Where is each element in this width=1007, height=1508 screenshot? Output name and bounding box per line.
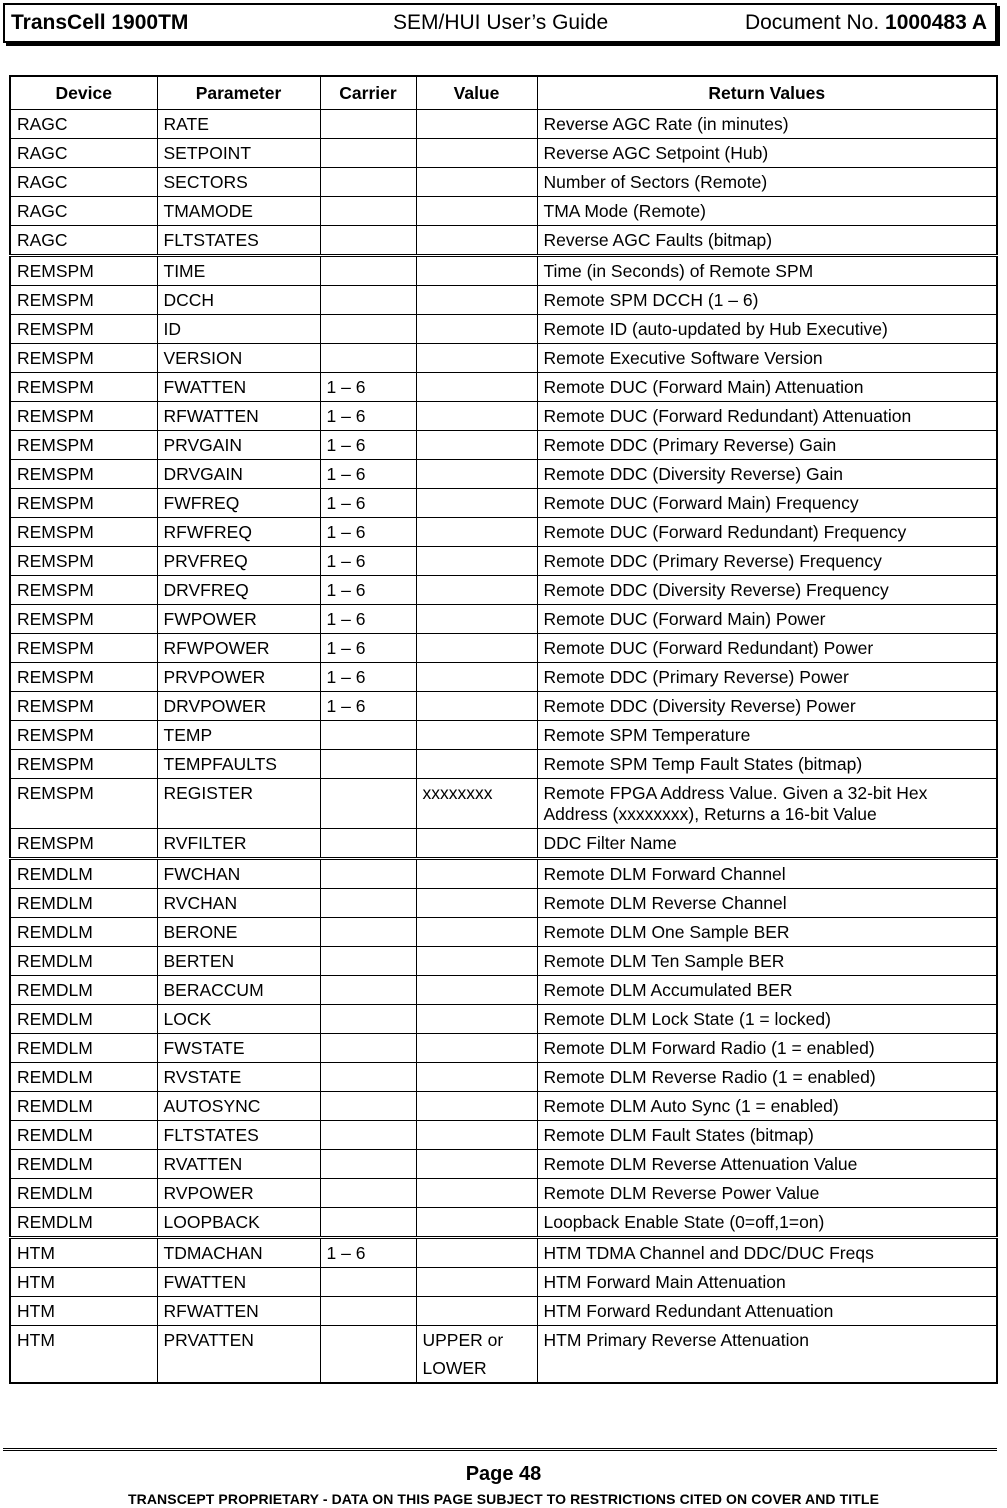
cell-device: REMDLM (10, 1063, 157, 1092)
cell-device: HTM (10, 1297, 157, 1326)
cell-device: REMSPM (10, 256, 157, 286)
cell-value (416, 344, 537, 373)
cell-device: REMDLM (10, 1208, 157, 1238)
table-row (10, 1268, 997, 1297)
cell-device: REMDLM (10, 1179, 157, 1208)
cell-parameter: DRVFREQ (157, 576, 320, 605)
cell-device: RAGC (10, 139, 157, 168)
cell-value (416, 1238, 537, 1268)
cell-parameter: SECTORS (157, 168, 320, 197)
cell-device: REMSPM (10, 692, 157, 721)
cell-return-value: Remote DLM Reverse Channel (537, 889, 997, 918)
cell-parameter: FWFREQ (157, 489, 320, 518)
table-row (10, 947, 997, 976)
table-row (10, 1238, 997, 1268)
cell-carrier (320, 1297, 416, 1326)
cell-device: REMSPM (10, 344, 157, 373)
cell-carrier (320, 168, 416, 197)
cell-carrier (320, 197, 416, 226)
cell-parameter: REGISTER (157, 779, 320, 829)
table-row (10, 634, 997, 663)
cell-return-value: Remote DUC (Forward Main) Power (537, 605, 997, 634)
table-row (10, 110, 997, 139)
cell-carrier: 1 – 6 (320, 460, 416, 489)
cell-parameter: FWSTATE (157, 1034, 320, 1063)
table-row (10, 344, 997, 373)
cell-return-value: Remote DDC (Primary Reverse) Power (537, 663, 997, 692)
cell-carrier (320, 918, 416, 947)
cell-return-value: Remote SPM DCCH (1 – 6) (537, 286, 997, 315)
cell-value (416, 634, 537, 663)
cell-parameter: PRVPOWER (157, 663, 320, 692)
cell-value (416, 460, 537, 489)
cell-carrier: 1 – 6 (320, 402, 416, 431)
cell-parameter: BERONE (157, 918, 320, 947)
table-row (10, 286, 997, 315)
table-row (10, 518, 997, 547)
cell-device: RAGC (10, 110, 157, 139)
cell-return-value: HTM TDMA Channel and DDC/DUC Freqs (537, 1238, 997, 1268)
table-row (10, 431, 997, 460)
cell-value (416, 750, 537, 779)
cell-value: xxxxxxxx (416, 779, 537, 829)
cell-carrier (320, 286, 416, 315)
cell-parameter: FLTSTATES (157, 226, 320, 256)
cell-carrier (320, 110, 416, 139)
cell-device: REMSPM (10, 373, 157, 402)
cell-device: REMSPM (10, 634, 157, 663)
cell-value (416, 829, 537, 859)
cell-carrier (320, 750, 416, 779)
cell-value (416, 286, 537, 315)
cell-device: RAGC (10, 197, 157, 226)
cell-device: REMSPM (10, 402, 157, 431)
cell-carrier (320, 344, 416, 373)
proprietary-notice: TRANSCEPT PROPRIETARY - DATA ON THIS PAGE SUBJECT TO RESTRICTIONS CITED ON COVER AND TITLE (127, 1491, 880, 1507)
cell-return-value: Remote DDC (Primary Reverse) Gain (537, 431, 997, 460)
cell-value (416, 947, 537, 976)
cell-device: REMSPM (10, 518, 157, 547)
cell-value (416, 1268, 537, 1297)
cell-value (416, 197, 537, 226)
product-name: TransCell 1900TM (11, 11, 189, 34)
cell-value (416, 859, 537, 889)
cell-carrier (320, 139, 416, 168)
table-row (10, 976, 997, 1005)
cell-carrier (320, 1179, 416, 1208)
cell-return-value: Remote DLM Auto Sync (1 = enabled) (537, 1092, 997, 1121)
cell-device: REMSPM (10, 721, 157, 750)
cell-return-value: Remote DDC (Diversity Reverse) Power (537, 692, 997, 721)
cell-carrier (320, 829, 416, 859)
cell-device: REMDLM (10, 1092, 157, 1121)
cell-parameter: PRVATTEN (157, 1326, 320, 1384)
table-row (10, 168, 997, 197)
table-row (10, 1121, 997, 1150)
cell-carrier (320, 1063, 416, 1092)
col-header-device: Device (10, 76, 157, 110)
table-row (10, 692, 997, 721)
table-row (10, 721, 997, 750)
cell-value (416, 889, 537, 918)
cell-parameter: RFWATTEN (157, 1297, 320, 1326)
cell-parameter: DCCH (157, 286, 320, 315)
cell-parameter: RATE (157, 110, 320, 139)
cell-carrier (320, 1092, 416, 1121)
cell-value (416, 1121, 537, 1150)
cell-return-value: Remote DLM One Sample BER (537, 918, 997, 947)
cell-carrier (320, 976, 416, 1005)
cell-value (416, 1005, 537, 1034)
cell-device: REMSPM (10, 460, 157, 489)
cell-carrier (320, 256, 416, 286)
cell-return-value: Remote ID (auto-updated by Hub Executive) (537, 315, 997, 344)
cell-value (416, 976, 537, 1005)
cell-return-value: Remote DLM Fault States (bitmap) (537, 1121, 997, 1150)
cell-value (416, 431, 537, 460)
cell-device: REMDLM (10, 918, 157, 947)
cell-device: REMSPM (10, 489, 157, 518)
table-row (10, 663, 997, 692)
cell-device: REMSPM (10, 750, 157, 779)
cell-carrier: 1 – 6 (320, 1238, 416, 1268)
cell-return-value: Remote DUC (Forward Redundant) Frequency (537, 518, 997, 547)
col-header-return-values: Return Values (537, 76, 997, 110)
cell-carrier (320, 889, 416, 918)
cell-parameter: FLTSTATES (157, 1121, 320, 1150)
cell-parameter: TEMPFAULTS (157, 750, 320, 779)
cell-return-value: Remote DLM Reverse Radio (1 = enabled) (537, 1063, 997, 1092)
cell-device: REMDLM (10, 1150, 157, 1179)
cell-device: REMSPM (10, 315, 157, 344)
cell-carrier (320, 226, 416, 256)
cell-value (416, 721, 537, 750)
cell-carrier (320, 1326, 416, 1384)
col-header-carrier: Carrier (320, 76, 416, 110)
cell-parameter: TDMACHAN (157, 1238, 320, 1268)
cell-parameter: TIME (157, 256, 320, 286)
cell-value (416, 918, 537, 947)
parameter-table (9, 75, 998, 1384)
cell-carrier: 1 – 6 (320, 634, 416, 663)
cell-return-value: Time (in Seconds) of Remote SPM (537, 256, 997, 286)
cell-return-value: Number of Sectors (Remote) (537, 168, 997, 197)
cell-return-value: Reverse AGC Faults (bitmap) (537, 226, 997, 256)
cell-return-value: DDC Filter Name (537, 829, 997, 859)
cell-parameter: ID (157, 315, 320, 344)
table-row (10, 197, 997, 226)
cell-value (416, 1092, 537, 1121)
cell-device: REMSPM (10, 576, 157, 605)
cell-value (416, 605, 537, 634)
table-row (10, 779, 997, 829)
cell-return-value: Reverse AGC Rate (in minutes) (537, 110, 997, 139)
cell-parameter: RFWPOWER (157, 634, 320, 663)
cell-carrier (320, 1208, 416, 1238)
table-row (10, 1063, 997, 1092)
table-row (10, 315, 997, 344)
cell-carrier: 1 – 6 (320, 489, 416, 518)
table-row (10, 256, 997, 286)
cell-parameter: RFWATTEN (157, 402, 320, 431)
cell-return-value: Remote DDC (Diversity Reverse) Gain (537, 460, 997, 489)
cell-return-value: Remote DUC (Forward Main) Attenuation (537, 373, 997, 402)
cell-parameter: FWCHAN (157, 859, 320, 889)
cell-carrier (320, 721, 416, 750)
cell-device: RAGC (10, 168, 157, 197)
footer-divider (3, 1448, 997, 1451)
table-row (10, 1297, 997, 1326)
cell-parameter: RVPOWER (157, 1179, 320, 1208)
cell-carrier: 1 – 6 (320, 518, 416, 547)
cell-value: UPPER or LOWER (416, 1326, 537, 1384)
cell-parameter: FWATTEN (157, 1268, 320, 1297)
cell-value (416, 1063, 537, 1092)
cell-carrier (320, 1121, 416, 1150)
table-row (10, 1208, 997, 1238)
cell-parameter: TEMP (157, 721, 320, 750)
table-row (10, 750, 997, 779)
cell-value (416, 1297, 537, 1326)
cell-parameter: RVSTATE (157, 1063, 320, 1092)
cell-carrier (320, 779, 416, 829)
document-number-prefix: Document No. (744, 11, 886, 34)
cell-carrier: 1 – 6 (320, 692, 416, 721)
cell-value (416, 373, 537, 402)
cell-value (416, 1150, 537, 1179)
cell-device: REMSPM (10, 605, 157, 634)
cell-return-value: Remote DDC (Primary Reverse) Frequency (537, 547, 997, 576)
cell-value (416, 489, 537, 518)
table-row (10, 547, 997, 576)
cell-value (416, 692, 537, 721)
table-row (10, 1005, 997, 1034)
cell-carrier (320, 315, 416, 344)
cell-value (416, 1179, 537, 1208)
cell-parameter: FWATTEN (157, 373, 320, 402)
table-header-row (10, 76, 997, 110)
cell-device: REMSPM (10, 547, 157, 576)
cell-device: REMSPM (10, 431, 157, 460)
cell-parameter: AUTOSYNC (157, 1092, 320, 1121)
cell-carrier: 1 – 6 (320, 431, 416, 460)
cell-value (416, 402, 537, 431)
page-header (3, 3, 997, 43)
cell-return-value: TMA Mode (Remote) (537, 197, 997, 226)
cell-return-value: Remote DLM Accumulated BER (537, 976, 997, 1005)
cell-parameter: RVATTEN (157, 1150, 320, 1179)
cell-return-value: Remote DLM Reverse Power Value (537, 1179, 997, 1208)
cell-device: REMDLM (10, 889, 157, 918)
cell-device: REMDLM (10, 976, 157, 1005)
table-row (10, 402, 997, 431)
cell-return-value: Reverse AGC Setpoint (Hub) (537, 139, 997, 168)
cell-carrier (320, 1268, 416, 1297)
cell-device: REMSPM (10, 779, 157, 829)
table-row (10, 889, 997, 918)
cell-parameter: TMAMODE (157, 197, 320, 226)
table-row (10, 1150, 997, 1179)
cell-return-value: Loopback Enable State (0=off,1=on) (537, 1208, 997, 1238)
cell-value (416, 547, 537, 576)
cell-value (416, 1034, 537, 1063)
cell-device: HTM (10, 1326, 157, 1384)
cell-device: REMDLM (10, 1005, 157, 1034)
cell-carrier: 1 – 6 (320, 576, 416, 605)
cell-value (416, 663, 537, 692)
cell-parameter: LOOPBACK (157, 1208, 320, 1238)
cell-return-value: Remote DLM Forward Channel (537, 859, 997, 889)
cell-carrier: 1 – 6 (320, 605, 416, 634)
cell-device: HTM (10, 1268, 157, 1297)
table-row (10, 1092, 997, 1121)
cell-return-value: Remote DDC (Diversity Reverse) Frequency (537, 576, 997, 605)
cell-carrier (320, 1005, 416, 1034)
cell-return-value: Remote DUC (Forward Redundant) Power (537, 634, 997, 663)
document-number-value: 1000483 A (885, 11, 987, 34)
cell-value (416, 576, 537, 605)
document-number (745, 11, 987, 35)
col-header-value: Value (416, 76, 537, 110)
cell-carrier: 1 – 6 (320, 547, 416, 576)
cell-parameter: PRVGAIN (157, 431, 320, 460)
cell-device: REMSPM (10, 286, 157, 315)
cell-device: REMDLM (10, 1034, 157, 1063)
table-row (10, 1326, 997, 1384)
cell-value (416, 315, 537, 344)
cell-parameter: BERTEN (157, 947, 320, 976)
cell-parameter: SETPOINT (157, 139, 320, 168)
cell-device: HTM (10, 1238, 157, 1268)
cell-return-value: Remote SPM Temperature (537, 721, 997, 750)
table-row (10, 1034, 997, 1063)
cell-parameter: BERACCUM (157, 976, 320, 1005)
cell-device: REMSPM (10, 829, 157, 859)
cell-parameter: VERSION (157, 344, 320, 373)
cell-device: REMDLM (10, 947, 157, 976)
cell-parameter: RFWFREQ (157, 518, 320, 547)
guide-title: SEM/HUI User’s Guide (393, 11, 609, 34)
cell-parameter: RVFILTER (157, 829, 320, 859)
cell-value (416, 1208, 537, 1238)
cell-carrier (320, 859, 416, 889)
table-row (10, 489, 997, 518)
cell-value (416, 139, 537, 168)
table-row (10, 139, 997, 168)
cell-return-value: HTM Primary Reverse Attenuation (537, 1326, 997, 1384)
cell-return-value: Remote FPGA Address Value. Given a 32-bit Hex Address (xxxxxxxx), Returns a 16-bit Value (537, 779, 997, 829)
cell-return-value: Remote DUC (Forward Main) Frequency (537, 489, 997, 518)
cell-carrier: 1 – 6 (320, 663, 416, 692)
table-row (10, 605, 997, 634)
cell-value (416, 168, 537, 197)
table-row (10, 918, 997, 947)
cell-carrier (320, 947, 416, 976)
cell-device: RAGC (10, 226, 157, 256)
cell-parameter: RVCHAN (157, 889, 320, 918)
cell-return-value: Remote DLM Lock State (1 = locked) (537, 1005, 997, 1034)
cell-device: REMDLM (10, 1121, 157, 1150)
table-row (10, 1179, 997, 1208)
cell-return-value: Remote DUC (Forward Redundant) Attenuation (537, 402, 997, 431)
table-row (10, 859, 997, 889)
table-body (10, 110, 997, 1384)
cell-parameter: DRVGAIN (157, 460, 320, 489)
cell-parameter: FWPOWER (157, 605, 320, 634)
cell-parameter: LOCK (157, 1005, 320, 1034)
cell-carrier (320, 1150, 416, 1179)
cell-device: REMSPM (10, 663, 157, 692)
cell-carrier (320, 1034, 416, 1063)
table-row (10, 226, 997, 256)
cell-return-value: Remote DLM Forward Radio (1 = enabled) (537, 1034, 997, 1063)
cell-return-value: HTM Forward Redundant Attenuation (537, 1297, 997, 1326)
cell-parameter: PRVFREQ (157, 547, 320, 576)
cell-value (416, 110, 537, 139)
table-row (10, 460, 997, 489)
cell-return-value: Remote DLM Ten Sample BER (537, 947, 997, 976)
cell-return-value: Remote SPM Temp Fault States (bitmap) (537, 750, 997, 779)
cell-return-value: Remote DLM Reverse Attenuation Value (537, 1150, 997, 1179)
page-number: Page 48 (465, 1463, 542, 1485)
table-row (10, 829, 997, 859)
cell-value (416, 226, 537, 256)
cell-parameter: DRVPOWER (157, 692, 320, 721)
cell-device: REMDLM (10, 859, 157, 889)
cell-return-value: Remote Executive Software Version (537, 344, 997, 373)
cell-return-value: HTM Forward Main Attenuation (537, 1268, 997, 1297)
col-header-parameter: Parameter (157, 76, 320, 110)
cell-carrier: 1 – 6 (320, 373, 416, 402)
table-row (10, 373, 997, 402)
cell-value (416, 518, 537, 547)
cell-value (416, 256, 537, 286)
table-row (10, 576, 997, 605)
